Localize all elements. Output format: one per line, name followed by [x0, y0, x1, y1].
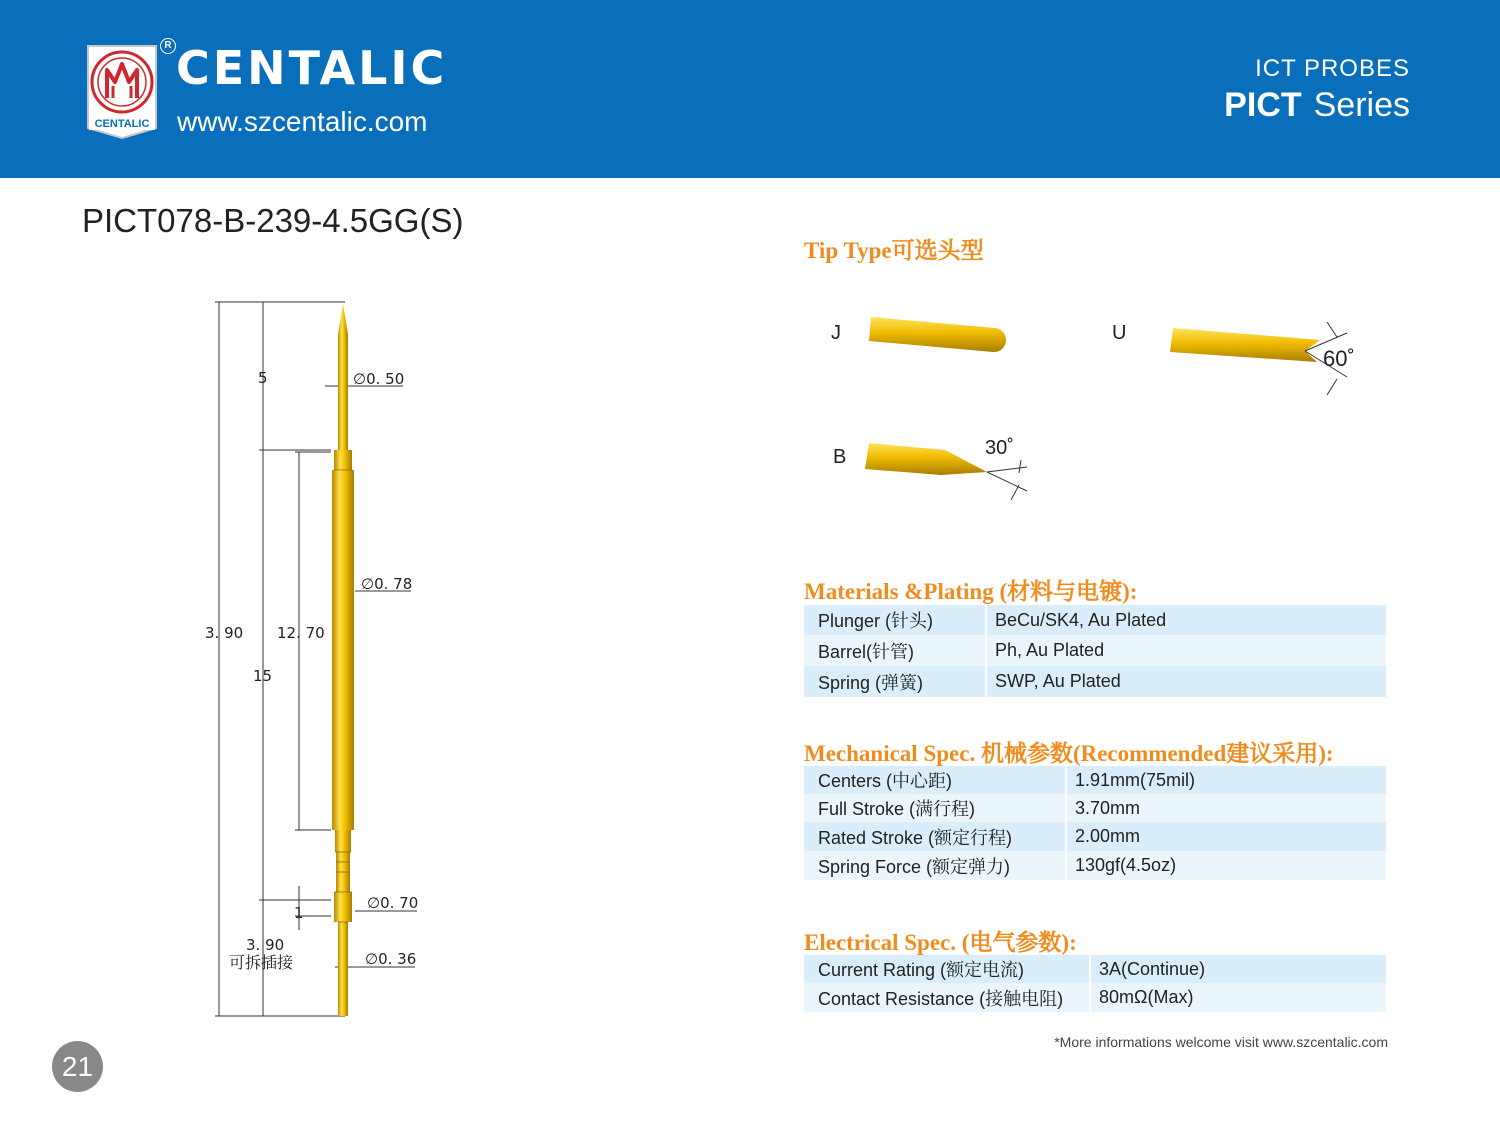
tip-b-label: B	[833, 446, 847, 468]
mechanical-value: 130gf(4.5oz)	[1066, 851, 1386, 880]
electrical-label: Contact Resistance (接触电阻)	[804, 983, 1090, 1012]
tip-b-angle: 30˚	[985, 437, 1014, 459]
mechanical-label: Centers (中心距)	[804, 766, 1066, 794]
mechanical-table	[804, 766, 1386, 880]
electrical-label: Current Rating (额定电流)	[804, 955, 1090, 983]
tip-j-label: J	[831, 322, 841, 344]
material-value: BeCu/SK4, Au Plated	[986, 605, 1386, 635]
mechanical-label: Rated Stroke (额定行程)	[804, 822, 1066, 851]
material-label: Barrel(针管)	[804, 635, 986, 666]
table-row	[804, 822, 1386, 851]
probe-drawing	[195, 290, 455, 1030]
electrical-title: Electrical Spec. (电气参数):	[804, 930, 1077, 955]
electrical-value: 80mΩ(Max)	[1090, 983, 1386, 1012]
material-value: SWP, Au Plated	[986, 666, 1386, 697]
electrical-value: 3A(Continue)	[1090, 955, 1386, 983]
dim-left-overall: 3. 90	[205, 624, 244, 642]
dim-step-length: 1	[294, 904, 304, 922]
mechanical-label: Spring Force (额定弹力)	[804, 851, 1066, 880]
mechanical-label: Full Stroke (满行程)	[804, 794, 1066, 822]
tip-j-icon	[831, 317, 1006, 352]
page-title: PICT078-B-239-4.5GG(S)	[82, 202, 464, 239]
materials-title: Materials &Plating (材料与电镀):	[804, 579, 1138, 604]
material-value: Ph, Au Plated	[986, 635, 1386, 666]
tip-b-icon	[833, 437, 1027, 500]
header-banner	[0, 0, 1500, 178]
footnote: *More informations welcome visit www.szcentalic.com	[1054, 1034, 1388, 1050]
dim-plug-note: 可拆插接	[229, 953, 294, 972]
table-row	[804, 983, 1386, 1012]
dim-tip-diameter: ∅0. 50	[353, 370, 405, 388]
brand-logo-icon	[85, 40, 159, 140]
table-row	[804, 851, 1386, 880]
page-number: 21	[52, 1041, 103, 1092]
mechanical-value: 2.00mm	[1066, 822, 1386, 851]
tip-u-icon	[1112, 322, 1355, 395]
series-prefix: PICT	[1224, 86, 1302, 124]
dim-overall-length: 15	[253, 667, 273, 685]
tip-u-label: U	[1112, 322, 1127, 344]
mechanical-title: Mechanical Spec. 机械参数(Recommended建议采用):	[804, 741, 1334, 766]
tip-u-angle: 60˚	[1323, 346, 1355, 371]
table-row	[804, 666, 1386, 697]
series-title	[1224, 86, 1410, 125]
logo-label: CENTALIC	[94, 118, 150, 130]
table-row	[804, 955, 1386, 983]
table-row	[804, 605, 1386, 635]
tip-types-illustration	[815, 295, 1395, 525]
dim-tail-diameter: ∅0. 36	[365, 950, 417, 968]
tip-type-title: Tip Type可选头型	[804, 238, 984, 263]
dim-tip-length: 5	[258, 369, 268, 387]
material-label: Plunger (针头)	[804, 605, 986, 635]
mechanical-value: 1.91mm(75mil)	[1066, 766, 1386, 794]
dim-plug-length: 3. 90	[246, 936, 285, 954]
mechanical-value: 3.70mm	[1066, 794, 1386, 822]
dim-barrel-diameter: ∅0. 78	[361, 575, 413, 593]
table-row	[804, 635, 1386, 666]
table-row	[804, 766, 1386, 794]
electrical-table	[804, 955, 1386, 1012]
registered-mark-icon: R	[160, 38, 176, 54]
brand-website[interactable]: www.szcentalic.com	[177, 106, 428, 137]
probe-body	[332, 304, 354, 1016]
product-category: ICT PROBES	[1255, 55, 1410, 82]
table-row	[804, 794, 1386, 822]
brand-name: CENTALIC	[176, 41, 448, 95]
materials-table	[804, 605, 1386, 697]
material-label: Spring (弹簧)	[804, 666, 986, 697]
dim-receptacle-diameter: ∅0. 70	[367, 894, 419, 912]
dim-barrel-length: 12. 70	[277, 624, 325, 642]
series-suffix: Series	[1313, 86, 1410, 124]
